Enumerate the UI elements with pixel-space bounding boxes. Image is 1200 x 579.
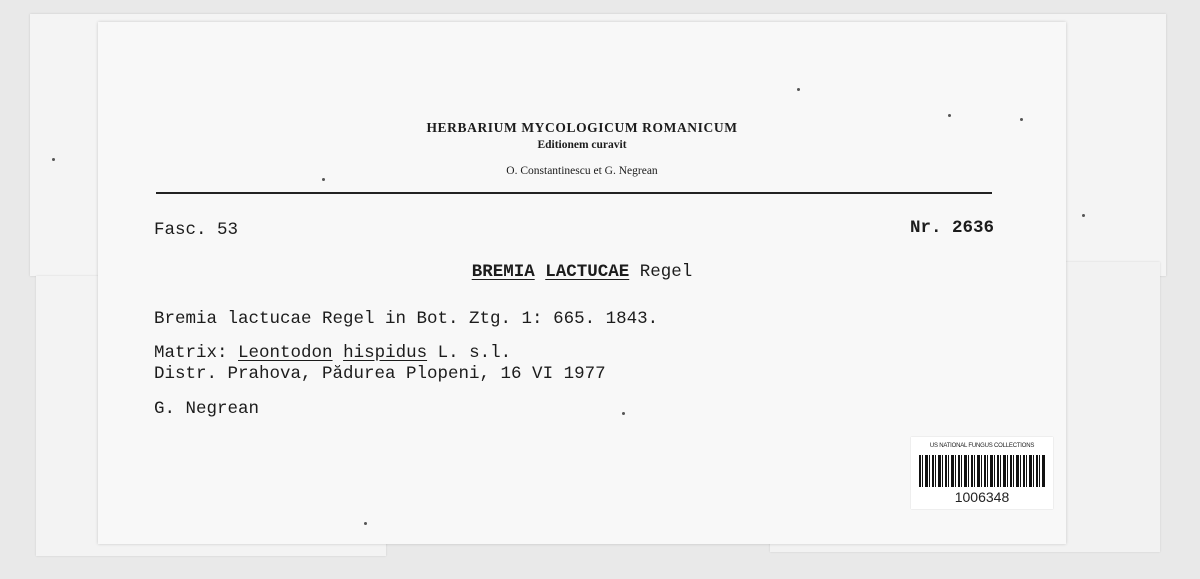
taxon-author: Regel — [639, 262, 693, 282]
paper-speck — [322, 178, 325, 181]
paper-speck — [948, 114, 951, 117]
host-genus: Leontodon — [238, 343, 333, 363]
header-divider — [156, 192, 992, 194]
taxon-name — [98, 262, 1066, 282]
paper-speck — [364, 522, 367, 525]
host-author: L. s.l. — [437, 343, 512, 363]
barcode-number: 1006348 — [954, 489, 1010, 505]
paper-speck — [797, 88, 800, 91]
barcode-icon — [919, 455, 1045, 487]
collector-name: G. Negrean — [154, 399, 260, 419]
taxon-species: LACTUCAE — [545, 262, 630, 282]
paper-speck — [1020, 118, 1023, 121]
distribution-line: Distr. Prahova, Pădurea Plopeni, 16 VI 1977 — [154, 364, 606, 384]
paper-speck — [1082, 214, 1085, 217]
taxon-genus: BREMIA — [471, 262, 535, 282]
barcode-label — [911, 437, 1053, 509]
literature-citation: Bremia lactucae Regel in Bot. Ztg. 1: 665. 1843. — [154, 309, 659, 329]
matrix-label: Matrix: — [154, 343, 228, 363]
barcode-caption: US NATIONAL FUNGUS COLLECTIONS — [929, 443, 1035, 449]
specimen-number: Nr. 2636 — [909, 218, 994, 238]
matrix-line — [154, 343, 511, 363]
herbarium-title: HERBARIUM MYCOLOGICUM ROMANICUM — [426, 120, 738, 135]
host-species: hispidus — [343, 343, 428, 363]
specimen-label — [98, 22, 1066, 544]
editor-credit-line: Editionem curavit — [537, 139, 627, 151]
fascicle-number: Fasc. 53 — [154, 220, 239, 240]
paper-speck — [622, 412, 625, 415]
editor-names: O. Constantinescu et G. Negrean — [506, 165, 658, 177]
paper-speck — [52, 158, 55, 161]
